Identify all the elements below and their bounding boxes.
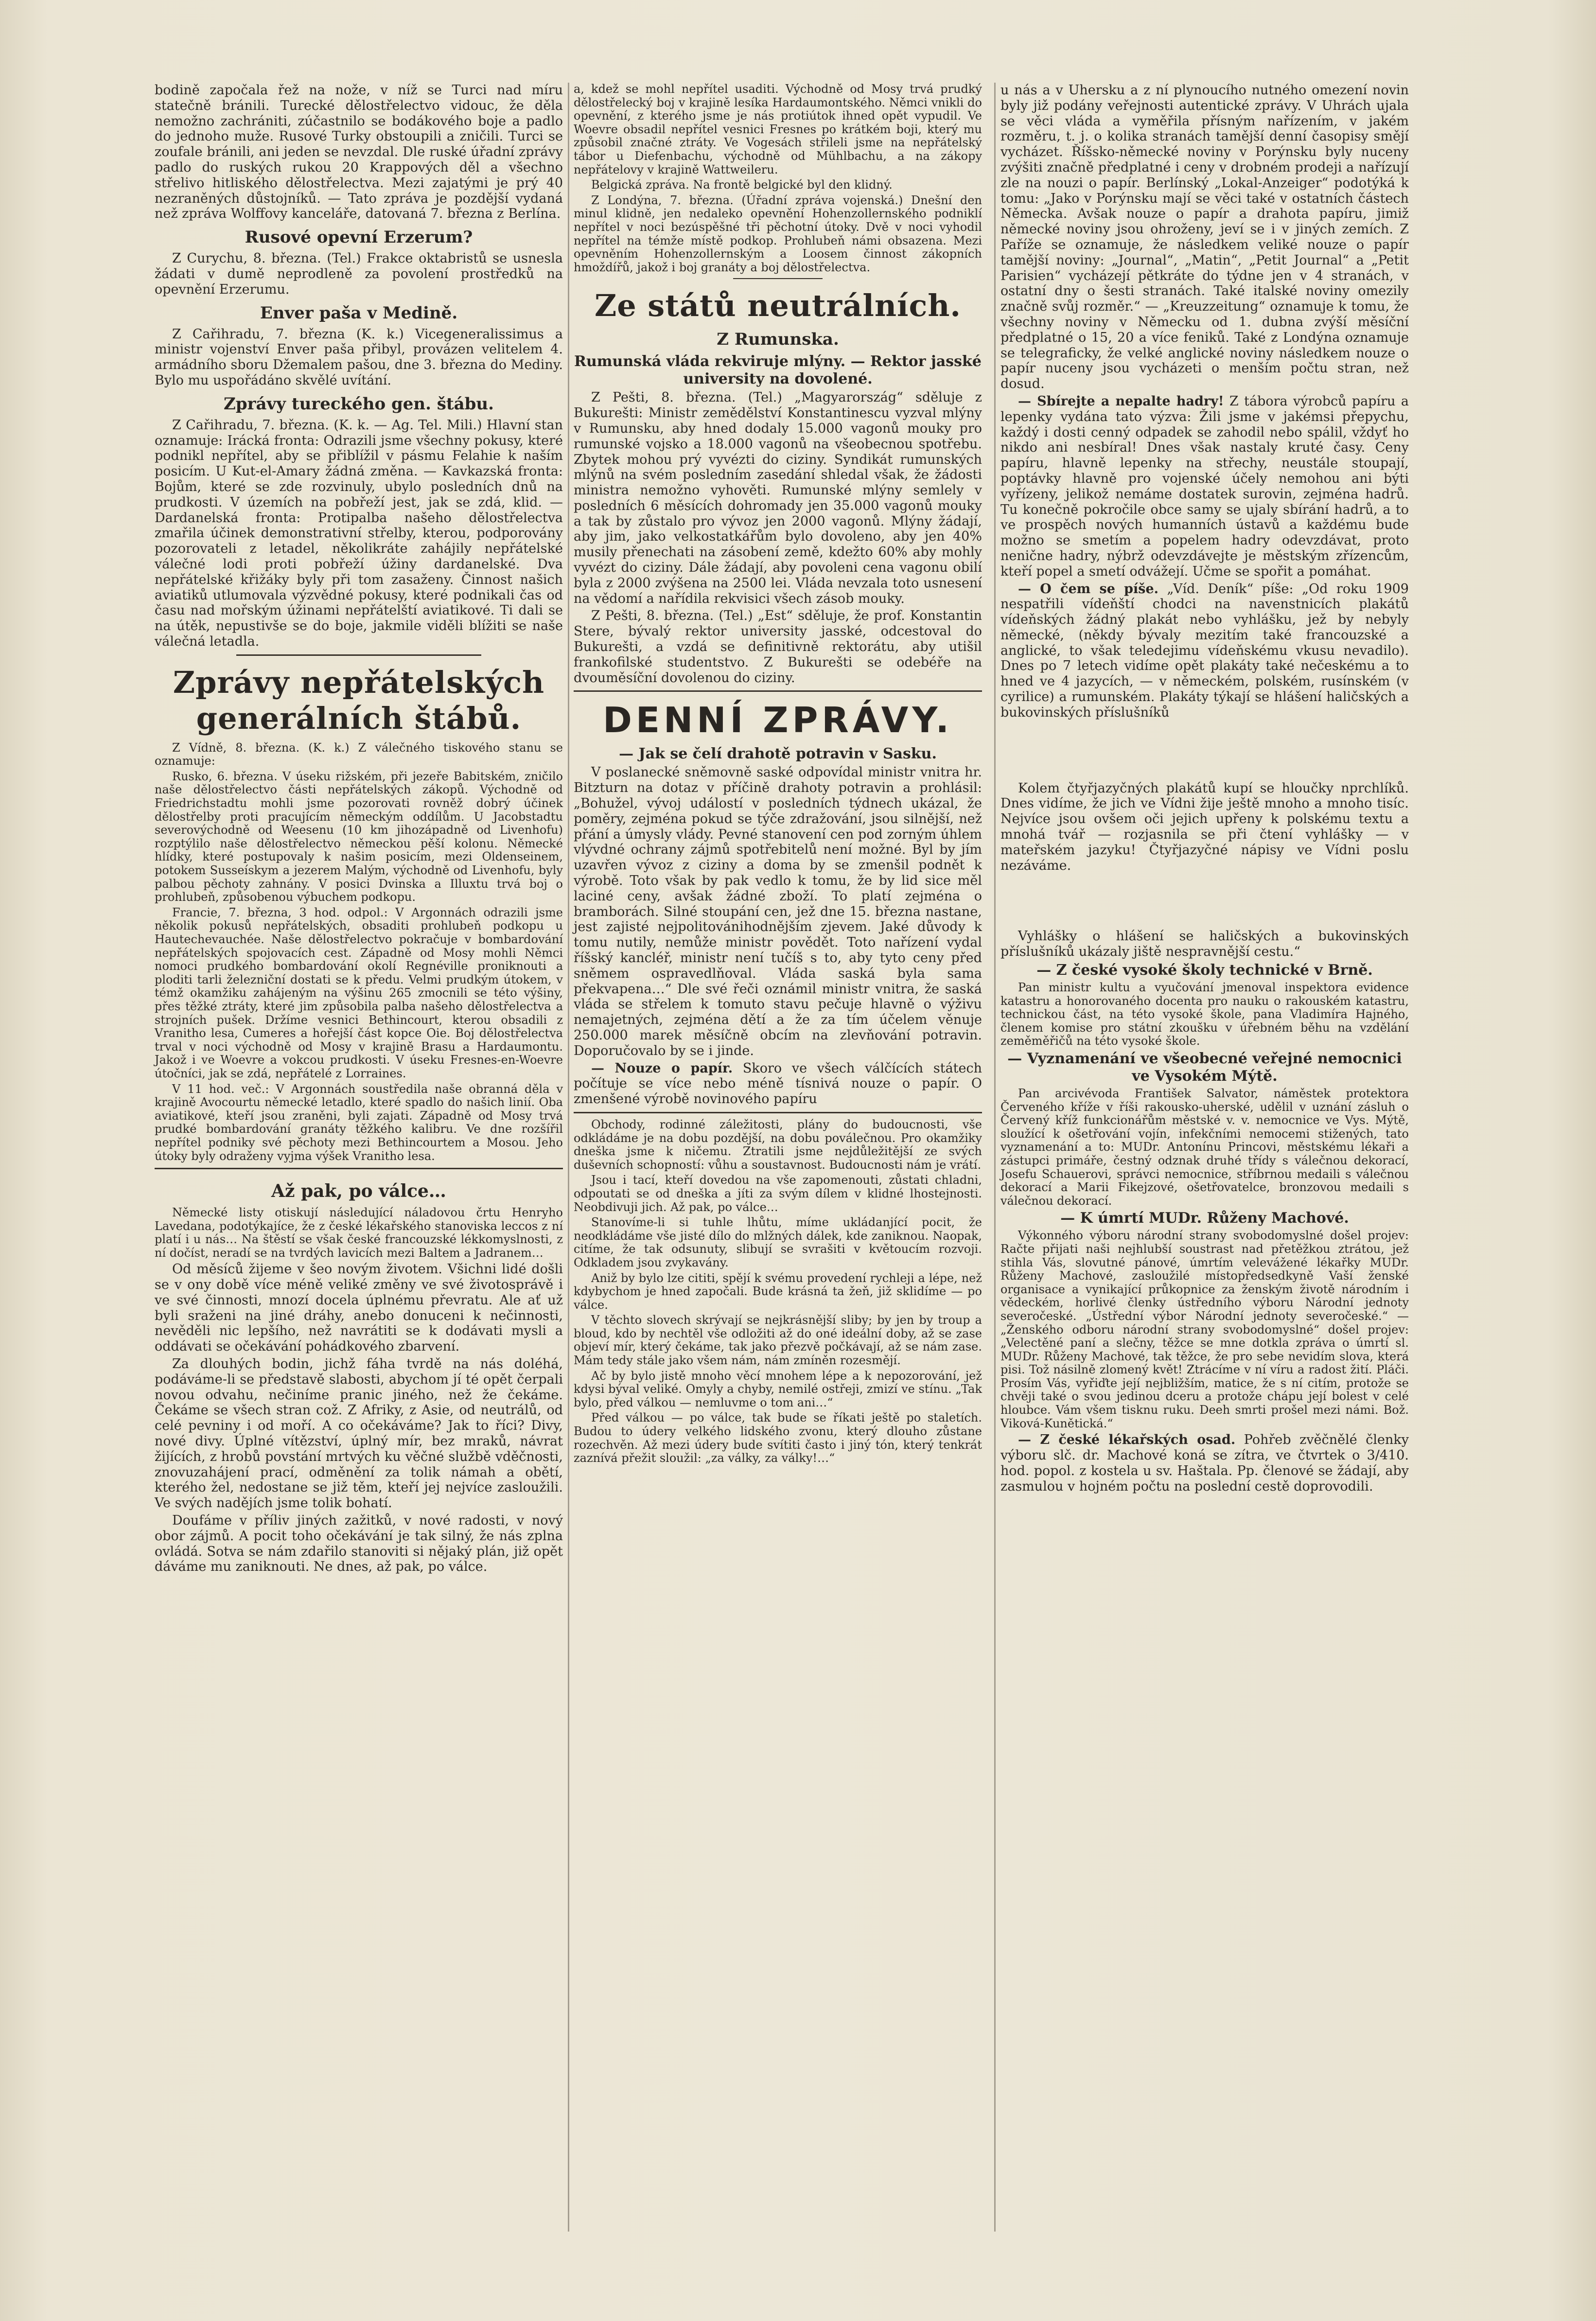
article-text: Z Cařihradu, 7. března. (K. k. — Ag. Tel. Mili.) Hlavní stan oznamuje: Irácká fronta: Odrazili jsme všechny pokusy, které podnikl nepřítel, aby se přiblížil v pásmu Felahie k naším posicím. U Kut-el-Amary žádná změna. — Kavkazská fronta: Bojům, které se zde rozvinuly, ubylo posledních dnů na prudkosti. V územích na pobřeží jest, jak se zdá, klid. — Dardanelská fronta: Protipalba našeho dělostřelectva zmařila účinek demonstrativní střelby, kterou, podporovány pozorovateli z letadel, několikráte zahájily nepřátelské válečné lodi proti pobřeží úžiny dardanelské. Dva nepřátelské křižáky byly při tom zasaženy. Činnost našich aviatiků utlumovala výzvědné pokusy, které podnikali čas od času nad mořským úžinami nepřátelští aviatikové. Ti dali se na útěk, nepustivše se do boje, jakmile viděli blížiti se naše válečná letadla.	[155, 417, 563, 649]
article-text: Kolem čtyřjazyčných plakátů kupí se hloučky nprchlíků. Dnes vidíme, že jich ve Vídni žije ještě mnoho a mnoho tisíc. Nejvíce jsou ovšem oči jejich upřeny k polskému textu a mnohá tvář — rozjasnila se při čtení vyhlášky — v mateřském jazyku! Čtyřjazyčné nápisy ve Vídni poslu nezáváme.	[1000, 780, 1409, 873]
article-text: Skoro ve všech válčících státech počítuje se více nebo méně tísnivá nouze o papír. O zmenšené výrobě novinového papíru	[574, 1060, 982, 1107]
article-text: Obchody, rodinné záležitosti, plány do budoucnosti, vše odkládáme je na dobu pozdější, na dobu poválečnou. Pro okamžiky dneška jsme k ničemu. Ztratili jsme nejdůležitější ze svých duševních schopností: vůhu a soustavnost. Budoucnosti nám je vrátí.	[574, 1117, 982, 1172]
article-text: Belgická zpráva. Na frontě belgické byl den klidný.	[591, 178, 893, 192]
article-text: Z tábora výrobců papíru a lepenky vydána tato výzva: Žili jsme v jakémsi přepychu, každý i dosti cenný odpadek se zahodil nebo spálil, vždyť ho nikdo ani nesbíral! Dnes však nastaly kruté časy. Ceny papíru, hlavně lepenky na střechy, neustále stoupají, poptávky hlavně pro vojenské účely nemohou ani býti vyřízeny, jelikož nemáme dostatek surovin, zejména hadrů. Tu konečně pokročile obce samy se ujaly sbírání hadrů, a to ve prospěch nových humanních ústavů a každému bude možno se smetím a popelem hadry odevzdávat, proto nenične hadry, nýbrž odevzdávejte je městským zřízencům, kteří popel a smetí odvážejí. Učme se spořit a pomáhat.	[1000, 393, 1409, 579]
column-divider	[994, 83, 996, 2232]
headline-honors: — Vyznamenání ve všeobecné veřejné nemocnici ve Vysokém Mýtě.	[1007, 1050, 1402, 1085]
article-text: Pohřeb zvěčnělé členky výboru slč. dr. Machové koná se zítra, ve čtvrtek o 3/410. hod. popol. z kostela u sv. Haštala. Pp. členové se žádají, aby zasmulou v hojném počtu na poslední cestě doprovodili.	[1000, 1432, 1409, 1494]
article-text: Z Cařihradu, 7. března (K. k.) Vicegeneralissimus a ministr vojenství Enver paša přibyl, provázen velitelem 4. armádního sboru Džemalem pašou, dne 3. března do Mediny. Bylo mu uspořádáno skvělé uvítání.	[155, 326, 563, 388]
headline-turkish-staff: Zprávy tureckého gen. štábu.	[224, 394, 494, 414]
article-text: „Víd. Deník“ píše: „Od roku 1909 nespatřili vídeňští chodci na navenstnicích plakátů vídeňských žádný plakát nebo vyhlášku, jež by nebyly německé, (někdy bývaly mezitím také francouzské a anglické, to však teledejimu vídeňskému vkusu nevadilo). Dnes po 7 letech vidíme opět plakáty také nečeskému a to hned ve 4 jazycích, — v německém, polském, rusínském (v cyrilice) a rumunském. Plakáty týkají se hlášení haličských a bukovinských příslušníků	[1000, 581, 1409, 720]
divider	[574, 1112, 982, 1113]
article-text: Od měsíců žijeme v šeo novým životem. Všichni lidé došli se v ony době více méně veliké změny ve své životosprávě i ve své činnosti, mnozí docela úplnému převratu. Ale ať už byli sraženi na jiné dráhy, anebo donuceni k nečinnosti, nevěděli nic lepšího, než navrátiti se k dodávati mysli a oddávati se očekávání pohádkového zbarvení.	[155, 1262, 563, 1354]
article-text: Vyhlášky o hlášení se haličských a bukovinských příslušníků ukázaly jiště nespravnější cestu.“	[1000, 929, 1409, 960]
article-text: a, kdež se mohl nepřítel usaditi. Východně od Mosy trvá prudký dělostřelecký boj v krajině lesíka Hardaumontského. Němci vnikli do opevnění, z kterého jsme je nás protiútok ihned opět vypudil. Ve Woevre obsadil nepřítel vesnici Fresnes po krátkém boji, který mu způsobil značné ztráty. Ve Vogesách střileli jsme na nepřátelský tábor u Diefenbachu, východně od Mühlbachu, a na zákopy nepřátelovy v krajině Wattweileru.	[574, 82, 982, 176]
divider	[155, 1168, 563, 1169]
article-text: Jsou i tací, kteří dovedou na vše zapomenouti, zůstati chladni, odpoutati se od dneška a jíti za svým dílem v klidné lhostejnosti. Neobdivuji jich. Až pak, po válce…	[574, 1173, 982, 1214]
article-text: Doufáme v příliv jiných zažitků, v nové radosti, v nový obor zájmů. A pocit toho očekávání je tak silný, že nás zplna ovládá. Sotva se nám zdařilo stanoviti si nějaký plán, již opět dáváme mu zaniknouti. Ne dnes, až pak, po válce.	[155, 1513, 563, 1575]
article-text: Pan ministr kultu a vyučování jmenoval inspektora evidence katastru a honorovaného docenta pro nauku o rakouském katastru, technickou část, na této vysoké škole, pana Vladimíra Hajného, členem komise pro státní zkoušku v úřebném běhu na vzdělání zeměměřičů na této vysoké škole.	[1000, 981, 1409, 1048]
article-text: Pan arcivévoda František Salvator, náměstek protektora Červeného kříže v říši rakousko-uherské, udělil v uznání zásluh o Červený kříž funkcionářům městské v. v. nemocnice ve Vys. Mýtě, sloužící k ošetřování vojín, infekčními nemocemi stižených, tato vyznamenání a to: MUDr. Antonínu Princovi, městskému lékaři a zástupci primáře, čestný odznak druhé třídy s válečnou dekorací, Josefu Schauerovi, správci nemocnice, stříbrnou medaili s válečnou dekorací a Marii Fikejzové, ošetřovatelce, bronzovou medaili s válečnou dekorací.	[1000, 1087, 1409, 1208]
headline-paper: — Nouze o papír.	[591, 1060, 733, 1076]
headline-after-war: Až pak, po válce…	[271, 1181, 446, 1202]
article-text: V 11 hod. več.: V Argonnách soustředila naše obranná děla v krajině Avocourtu německé letadlo, které spadlo do našich linií. Oba aviatikové, kteří jsou zraněni, byli zajati. Západně od Mosy trvá prudké bombardování granáty těžkého kalibru. Ve dne rozšířil nepřítel podniky své pěchoty mezi Bethincourtem a Mosou. Jeho útoky byly odraženy vyjma výšek Vranitho lesa.	[155, 1082, 563, 1163]
headline-saxony: — Jak se čelí drahotě potravin v Sasku.	[619, 745, 937, 763]
headline-neutral-states: Ze států neutrálních.	[595, 288, 961, 324]
column-middle	[574, 83, 982, 1467]
column-divider	[568, 83, 569, 2232]
headline-rags: — Sbírejte a nepalte hadry!	[1018, 393, 1224, 409]
article-text: Ač by bylo jistě mnoho věcí mnohem lépe a k nepozorování, jež kdysi býval veliké. Omyly a chyby, nemilé ostřeji, zmizí ve stínu. „Tak bylo, před válkou — nemluvme o tom ani…“	[574, 1369, 982, 1409]
article-text: Z Vídně, 8. března. (K. k.) Z válečného tiskového stanu se oznamuje:	[155, 740, 563, 768]
headline-romania: Z Rumunska.	[717, 330, 839, 350]
article-text: Německé listy otiskují následující náladovou črtu Henryho Lavedana, podotýkajíce, že z české lékařského stanoviska leccos z ní platí i u nás… Na štěstí se však české francouzské lékkomyslnosti, z ní dočíst, neradí se na tvrdých lavicích mezi Baltem a Jadranem…	[155, 1205, 563, 1260]
article-text: Francie, 7. března, 3 hod. odpol.: V Argonnách odrazili jsme několik pokusů nepřátelských, obsaditi prohlubeň podkopu u Hautechevauchée. Naše dělostřelectvo pokračuje v bombardování nepřátelských spojovacích cest. Západně od Mosy mohli Němci nomoci prudkého bombardování okolí Regnéville proniknouti a ploditi tarli železniční dostati se k předu. Velmi prudkým útokem, v témž okamžiku zahájeným na výšinu 265 zmocnili se této výšiny, přes těžké ztráty, které jim způsobila palba našeho dělostřelectva a strojních pušek. Držíme vesnici Bethincourt, kterou obsadili z Vranitho lesa, Cumeres a hořejší část kopce Oie. Boj dělostřelectva trval v noci východně od Mosy v krajině Brasu a Hardaumontu. Jakož i ve Woevre a vokcou prudkosti. V úseku Fresnes-en-Woevre útočníci, jak se zdá, nepřátelé z Lorraines.	[155, 905, 563, 1080]
headline-funeral: — Z české lékařských osad.	[1018, 1432, 1236, 1448]
article-text: Z Pešti, 8. března. (Tel.) „Est“ sděluje, že prof. Konstantin Stere, bývalý rektor university jasské, odcestoval do Bukurešti, a vzdá se definitivně rektorátu, aby utišil frankofilské studentstvo. Z Bukurešti se odebéře na dvouměsíční dovolenou do ciziny.	[574, 608, 982, 686]
headline-enemy-staffs: Zprávy nepřátelských generálních štábů.	[173, 664, 545, 736]
article-text: Z Curychu, 8. března. (Tel.) Frakce oktabristů se usnesla žádati v dumě neprodleně za povolení prostředků na opevnění Erzerumu.	[155, 251, 563, 297]
article-text: Z Londýna, 7. března. (Úřadní zpráva vojenská.) Dnešní den minul klidně, jen nedaleko opevnění Hohenzollernského podniklí nepřítel v noci bezúspěšné tři pěchotní útoky. Dvě v noci vyhodil nepřítel na témže místě podkop. Prohlubeň námi obsazena. Mezi opevněním Hohenzollernským a Loosem činnost zákopních hmoždířů, jakož i boj granáty a boj dělostřelectva.	[574, 193, 982, 274]
article-text: V těchto slovech skrývají se nejkrásnější sliby; by jen by troup a bloud, kdo by nechtěl vše odložiti až do oné ideální doby, až se zase objeví mír, který čekáme, tak jako přezvě počkávají, až se nám zase. Mám tedy stále jako všem nám, nám zmíněn rozesmějí.	[574, 1313, 982, 1368]
divider	[733, 278, 823, 279]
column-left	[155, 83, 563, 1577]
subheadline-romania: Rumunská vláda rekviruje mlýny. — Rektor jasské university na dovolené.	[574, 353, 982, 388]
column-right	[1000, 83, 1409, 1496]
article-text: Rusko, 6. března. V úseku rižském, při jezeře Babitském, zničilo naše dělostřelectvo části nepřátelských zákopů. Východně od Friedrichstadtu mohli jsme pozorovati rovněž dobrý účinek dělostřelby proti pracujícím německým oddílům. U Jacobstadtu severovýchodně od Weesenu (10 km jihozápadně od Livenhofu) rozptýlilo naše dělostřelectvo německou pěší kolonu. Německé hlídky, které postupovaly k našim posicím, mezi Oldenseinem, potokem Susseískym a jezerem Malým, východně od Livenhofu, byly palbou pěchoty zahnány. V posici Dvinska a Illuxtu trvá boj o prohlubeň, způsobenou výbuchem podkopu.	[155, 769, 563, 904]
article-text: bodině započala řež na nože, v níž se Turci nad míru statečně bránili. Turecké dělostřelectvo vidouc, že děla nemožno zachrániti, zúčastnilo se bodákového boje a padlo do jednoho muže. Rusové Turky obstoupili a zničili. Turci se zoufale bránili, ani jeden se nevzdal. Dle ruské úřadní zprávy padlo do ruských rukou 20 Krappových děl a všechno střelivo hitliského dělostřelectva. Mezi zajatými je prý 40 nezraněných důstojníků. — Tato zpráva je pozdější vydaná než zpráva Wolffovy kanceláře, datovaná 7. března z Berlína.	[155, 83, 563, 222]
article-text: Stanovíme-li si tuhle lhůtu, míme ukládanjící pocit, že neodkládáme vše jisté dílo do mlžných dálek, kde zaniknou. Naopak, citíme, že tak odsunuty, slibují se svrašiti v květoucím rozvoji. Odkladem jsou zvykavány.	[574, 1215, 982, 1269]
section-title-daily-news: DENNÍ ZPRÁVY.	[603, 700, 953, 741]
article-text: u nás a v Uhersku a z ní plynoucího nutného omezení novin byly již podány veřejnosti autentické zprávy. V Uhrách ujala se věci vláda a vyměřila přísným nařízením, v jakém rozměru, t. j. o kolika stranách tamější denní časopisy smějí vycházet. Říšsko-německé noviny v Porýnsku byly nuceny zvýšiti značně předplatné i ceny v drobném prodeji a nařízují zle na nouzi o papír. Berlínský „Lokal-Anzeiger“ podotýká k tomu: „Jako v Porýnsku mají se věci také v ostatních částech Německa. Avšak nouze o papír a drahota papíru, jimiž německé noviny jsou ohroženy, jeví se i v jiných zemích. Z Paříže se oznamuje, že následkem veliké nouze o papír tamější noviny: „Journal“, „Matin“, „Petit Journal“ a „Petit Parisien“ vycházejí pětkráte do týdne jen v 4 stranách, v ostatní dny o šesti stranách. Také italské noviny omezily značně svůj rozměr.“ — „Kreuzzeitung“ oznamuje k tomu, že všechny noviny v Německu od 1. dubna zvýší měsíční předplatné o 15, 20 a více feniků. Také z Londýna oznamuje se telegraficky, že velké anglické noviny následkem nouze o papír nuceny jsou vycházeti o menším počtu stran, než dosud.	[1000, 83, 1409, 392]
headline-enver: Enver paša v Medině.	[260, 303, 458, 323]
divider	[236, 654, 481, 656]
censored-blank	[1000, 875, 1409, 929]
censored-blank	[1000, 722, 1409, 781]
headline-what-is-written: — O čem se píše.	[1018, 581, 1159, 597]
article-text: Za dlouhých bodin, jichž fáha tvrdě na nás doléhá, podáváme-li se představě slabosti, abychom jí té opět čerpali novou odvahu, nečiníme pranic jiného, než že čekáme. Čekáme se všech stran což. Z Afriky, z Asie, od neutrálů, od celé pevniny i od moří. A co očekáváme? Jak to říci? Divy, nové divy. Úplné vítězství, úplný mír, bez mraků, návrat žijících, z hrobů povstání mrtvých ku věčné službě vděčnosti, znovuzahájení prací, odměnění za tolik námah a obětí, kterého žel, nedostane se již těm, kteří jej nejvíce zasloužili. Ve svých nadějích jsme tolik bohatí.	[155, 1356, 563, 1511]
article-text: Z Pešti, 8. března. (Tel.) „Magyarország“ sděluje z Bukurešti: Ministr zemědělství Konstantinescu vyzval mlýny v Rumunsku, aby hned dodaly 15.000 vagonů mouky pro rumunské vojsko a 18.000 vagonů na všeobecnou spotřebu. Zbytek mohou prý vyvézti do ciziny. Syndikát rumunských mlýnů na svém posledním zasedání shledal však, že žádosti ministra nemožno vyhověti. Rumunské mlýny semlely v posledních 6 měsících dohromady jen 35.000 vagonů mouky a tak by zůstalo pro vývoz jen 2000 vagonů. Mlýny žádají, aby jim, jako velkostatkářům bylo dovoleno, aby jen 40% musily přenechati na zásobení země, kdežto 60% aby mohly vyvézt do ciziny. Dále žádají, aby povoleni cena vagonu obilí byla z 2000 zvýšena na 2500 lei. Vláda nevzala toto usnesení na vědomí a nařídila rekvisici všech zásob mouky.	[574, 390, 982, 606]
headline-erzerum: Rusové opevní Erzerum?	[245, 228, 473, 247]
headline-death: — K úmrtí MUDr. Růženy Machové.	[1060, 1210, 1349, 1227]
headline-technical-school: — Z české vysoké školy technické v Brně.	[1036, 962, 1373, 979]
article-text: V poslanecké sněmovně saské odpovídal ministr vnitra hr. Bitzturn na dotaz v příčině drahoty potravin a prohlásil: „Bohužel, vývoj událostí v posledních týdnech ukázal, že poměry, zejména pokud se týče zdražování, jsou silnější, než přání a úmysly vlády. Pevné stanovení cen pod zorným úhlem vlývdné ochrany zájmů spotřebitelů není možné. Byl by jím uzavřen vývoz z ciziny a doma by se zmenšil podnět k výrobě. Toto však by pak vedlo k tomu, že by lid sice měl laciné ceny, avšak žádné zboží. To platí zejména o bramborách. Silné stoupání cen, jež dne 15. března nastane, jest zajisté nejpolitovánihodnějším zjevem. Jaké důvody k tomu nutily, nemůže ministr povědět. Toto nařízení vydal říšský kancléř, ministr není tučíš s to, aby tyto ceny před sněmem ospravedlňoval. Vláda saská byla sama překvapena…“ Dle své řeči oznámil ministr vnitra, že saská vláda se střelem k tomuto stavu pečuje hlavně o výživu nemajetných, zejména dětí a že za tím účelem věnuje 250.000 marek měsíčně obcím na zlevňování potravin. Doporučovalo by se i jinde.	[574, 765, 982, 1058]
article-text: Aniž by bylo lze cititi, spějí k svému provedení rychleji a lépe, než kdybychom je hned započali. Bude krásná ta žeň, již sklidíme — po válce.	[574, 1271, 982, 1312]
article-text: Výkonného výboru národní strany svobodomyslné došel projev: Račte přijati naši nejhlubší soustrast nad přetěžkou ztrátou, jež stihla Vás, slovutné pánové, úmrtím velevážené lékařky MUDr. Růženy Machové, zasloužilé místopředsedkyně Vaší ženské organisace a vynikající průkopnice za ženským životě národním i vědeckém, horlivé členky ústředního výboru Národní jednoty severočeské. „Ústřední výbor Národní jednoty severočeské.“ — „Ženského odboru národní strany svobodomyslné“ došel projev: „Velectěné paní a slečny, těžce se mne dotkla zpráva o úmrtí sl. MUDr. Růženy Machové, tak těžce, že pro sebe nevidím slova, která pisi. Tož násilně zlomený květ! Ztrácíme v ní víru a radost žití. Pláči. Prosím Vás, vyřiďte její nejbližším, matice, že s ní citím, protože se chvěji také o svou jedinou dceru a protože chápu její bolest v celé hloubce. Vám všem tisknu ruku. Deeh smrti prošel mezi námi. Bož. Viková-Kunětická.“	[1000, 1229, 1409, 1430]
article-text: Před válkou — po válce, tak bude se říkati ještě po staletích. Budou to údery velkého lidského zvonu, který dlouho zůstane rozechvěn. Až mezi údery bude svítiti často i jiný tón, který tenkrát zaznívá přežit sloužil: „za války, za války!…“	[574, 1411, 982, 1465]
divider	[574, 690, 982, 692]
